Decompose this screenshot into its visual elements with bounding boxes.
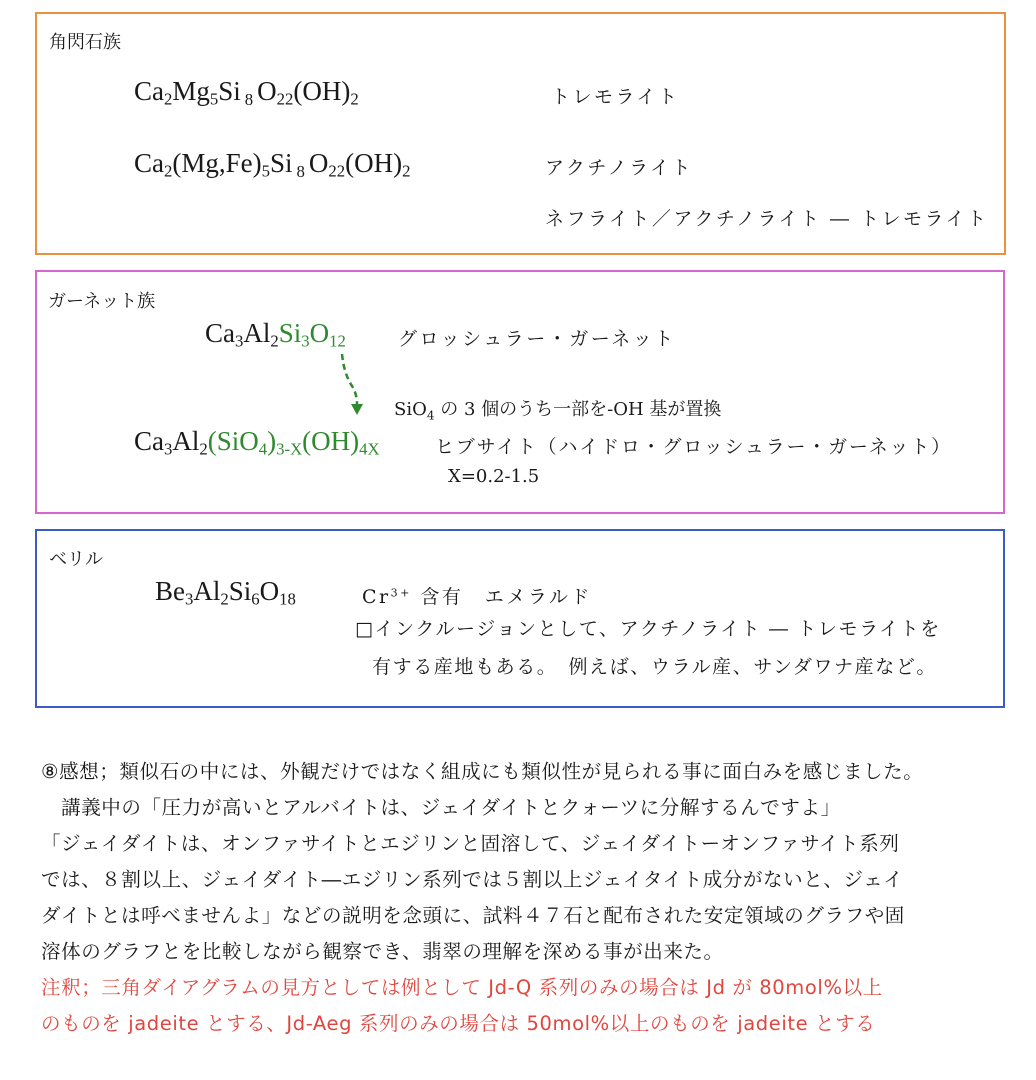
substitution-arrow: [330, 352, 370, 418]
impression-line: ⑧感想；類似石の中には、外観だけではなく組成にも類似性が見られる事に面白みを感じました。: [41, 760, 924, 783]
impression-line: 溶体のグラフとを比較しながら観察でき、翡翠の理解を深める事が出来た。: [41, 940, 724, 963]
impression-line: ダイトとは呼べませんよ」などの説明を念頭に、試料４７石と配布された安定領域のグラフや固: [41, 904, 905, 927]
beryl-formula: $Be_3Al_2Si_6O_{18}$: [155, 576, 296, 609]
emerald-label: $Cr^{3+}$ 含有 エメラルド: [362, 586, 592, 608]
hibschite-name: ヒブサイト（ハイドロ・グロッシュラー・ガーネット）: [435, 436, 952, 458]
grossular-formula: $Ca_3Al_2Si_3O_{12}$: [205, 318, 346, 351]
nephrite-series: ネフライト／アクチノライト ― トレモライト: [545, 208, 989, 230]
annotation-note: 注釈；三角ダイアグラムの見方としては例として Jd-Q 系列のみの場合は Jd が 80mol%以上: [41, 976, 883, 999]
inclusion-line-1: □インクルージョンとして、アクチノライト ― トレモライトを: [355, 618, 941, 640]
grossular-name: グロッシュラー・ガーネット: [398, 328, 676, 350]
x-range: X=0.2-1.5: [448, 466, 540, 487]
amphibole-heading: 角閃石族: [49, 32, 121, 53]
garnet-heading: ガーネット族: [48, 291, 156, 312]
annotation-note: のものを jadeite とする、Jd-Aeg 系列のみの場合は 50mol%以上のものを jadeite とする: [41, 1012, 876, 1035]
tremolite-name: トレモライト: [551, 86, 680, 108]
impression-line: 講義中の「圧力が高いとアルバイトは、ジェイダイトとクォーツに分解するんですよ」: [41, 796, 841, 819]
tremolite-formula: $Ca_2Mg_5Si$ $_8$ $O_{22}(OH)_2$: [134, 76, 359, 109]
actinolite-name: アクチノライト: [545, 157, 694, 179]
actinolite-formula: $Ca_2(Mg,Fe)_5Si$ $_8$ $O_{22}(OH)_2$: [134, 148, 411, 181]
impression-line: では、８割以上、ジェイダイト―エジリン系列では５割以上ジェイタイト成分がないと、ジェイ: [41, 868, 904, 891]
hibschite-formula: $Ca_3Al_2(SiO_4)_{3-X}(OH)_{4X}$: [134, 426, 380, 459]
beryl-heading: ベリル: [49, 549, 103, 570]
impression-line: 「ジェイダイトは、オンファサイトとエジリンと固溶して、ジェイダイトーオンファサイト系列: [41, 832, 900, 855]
inclusion-line-2: 有する産地もある。 例えば、ウラル産、サンダワナ産など。: [372, 656, 938, 678]
substitution-note: SiO$_4$ の 3 個のうち一部を-OH 基が置換: [394, 399, 722, 423]
